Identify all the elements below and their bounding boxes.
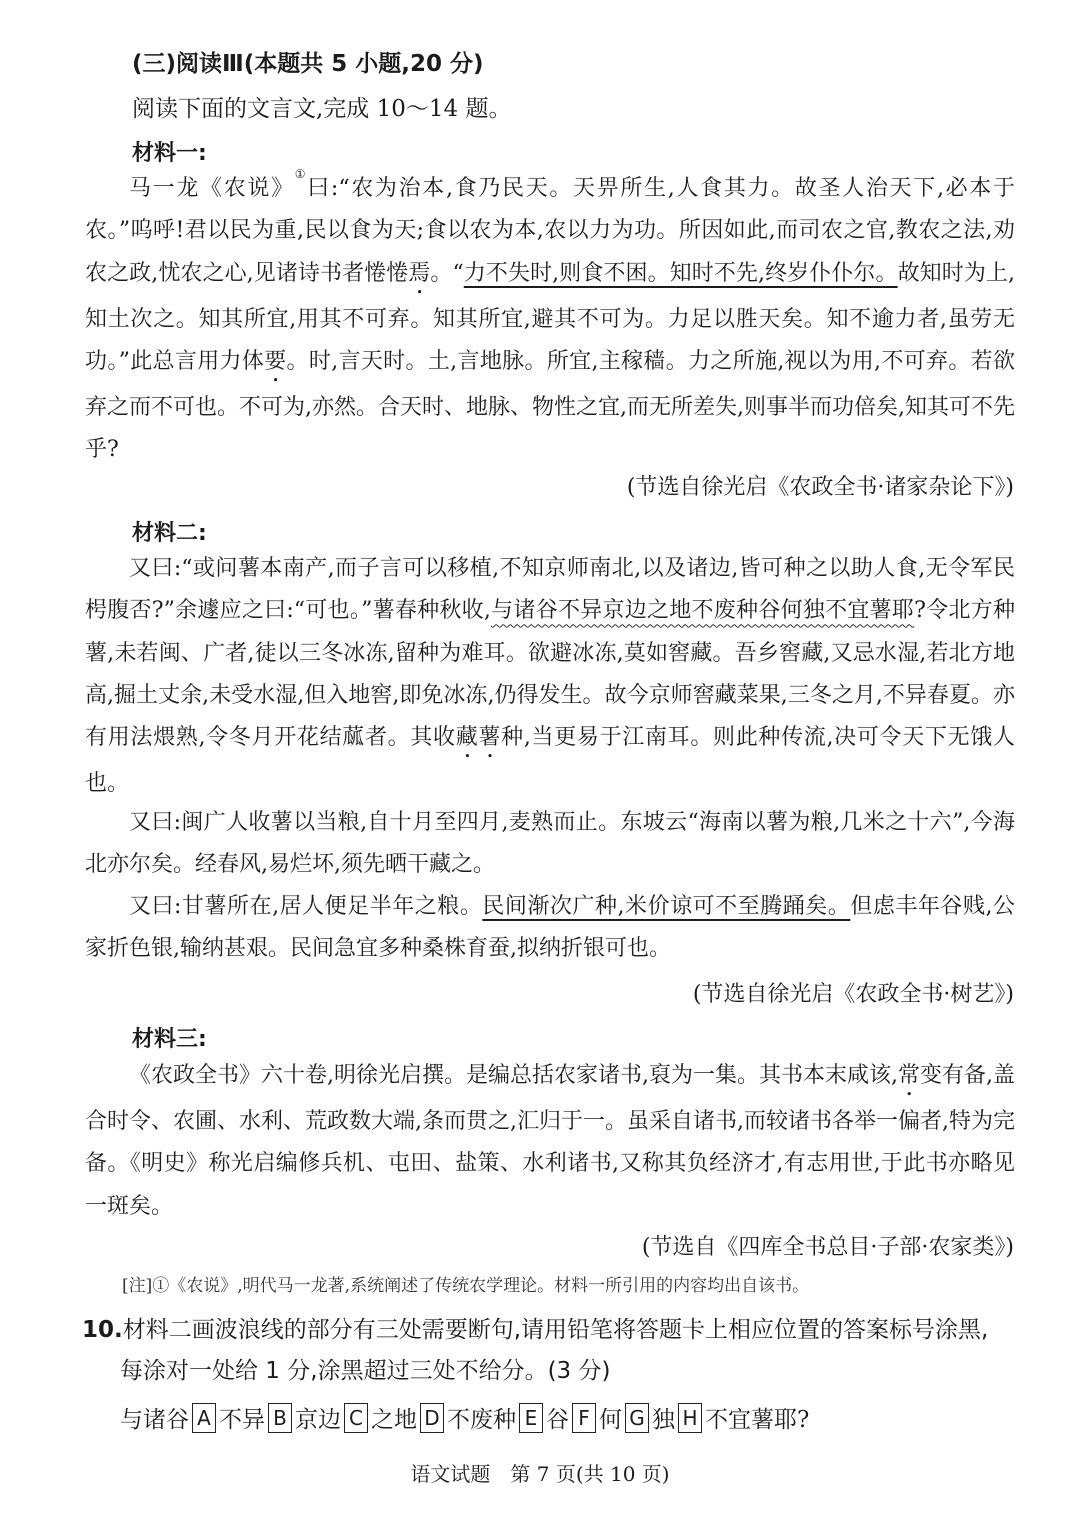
option-box-a[interactable]: A <box>192 1403 216 1433</box>
material-2-title: 材料二: <box>132 521 207 546</box>
option-box-d[interactable]: D <box>420 1403 444 1433</box>
emphasis-dot-yan: 焉 <box>408 260 431 286</box>
material-1-text: 马一龙《农说》①曰:“农为治本,食乃民天。天畀所生,人食其力。故圣人治天下,必本于农。”呜呼!君以民为重,民以食为天;食以农为本,农以力为功。所因如此,而司农之官,教农之法,劝农之政,忧农之心,见诸诗书者惓惓焉。“力不失时,则食不困。知时不先,终岁仆仆尔。故知时为上,知土次之。知其所宜,用其不可弃。知其所宜,避其不可为。力足以胜天矣。知不逾力者,虽劳无功。”此总言用力体要。时,言天时。土,言地脉。所宜,主稼穑。力之所施,视以为用,不可弃。若欲弃之而不可也。不可为,亦然。合天时、地脉、物性之宜,而无所差失,则事半而功倍矣,知其可不先乎? <box>85 167 1016 463</box>
material-1-source: (节选自徐光启《农政全书·诸家杂论下》) <box>626 475 1014 500</box>
option-box-f[interactable]: F <box>572 1403 596 1433</box>
question-10-line-2: 每涂对一处给 1 分,涂黑超过三处不给分。(3 分) <box>120 1358 611 1384</box>
emphasis-dot-chang: 常 <box>897 1063 920 1088</box>
option-box-c[interactable]: C <box>344 1403 368 1433</box>
underlined-sentence-2: 民间渐次广种,米价谅可不至腾踊矣。 <box>482 894 851 919</box>
emphasis-dot-cangshu: 藏薯 <box>455 725 502 751</box>
page-footer: 语文试题 第 7 页(共 10 页) <box>410 1462 670 1486</box>
underlined-sentence-1: 力不失时,则食不困。知时不先,终岁仆仆尔。 <box>463 260 898 286</box>
section-title: (三)阅读Ⅲ(本题共 5 小题,20 分) <box>132 51 484 77</box>
option-box-g[interactable]: G <box>625 1403 649 1433</box>
material-2-para-2: 又曰:闽广人收薯以当粮,自十月至四月,麦熟而止。东坡云“海南以薯为粮,几米之十六”,今海北亦尔矣。经春风,易烂坏,须先晒干藏之。 <box>85 810 1015 878</box>
option-box-h[interactable]: H <box>678 1403 702 1433</box>
wavy-underline-sentence: 与诸谷不异京边之地不废种谷何独不宜薯耶 <box>490 598 915 624</box>
material-2-para-1: 又曰:“或问薯本南产,而子言可以移植,不知京师南北,以及诸边,皆可种之以助人食,无令军民枵腹否?”余遽应之曰:“可也。”薯春种秋收,与诸谷不异京边之地不废种谷何独不宜薯耶?令北方种薯,未若闽、广者,徒以三冬冰冻,留种为难耳。欲避冰冻,莫如窖藏。吾乡窖藏,又忌水湿,若北方地高,掘土丈余,未受水湿,但入地窖,即免冰冻,仍得发生。故今京师窖藏菜果,三冬之月,不异春夏。亦有用法煨熟,令冬月开花结蓏者。其收藏薯种,当更易于江南耳。则此种传流,决可令天下无饿人也。 <box>85 556 1015 797</box>
intro-text: 阅读下面的文言文,完成 10～14 题。 <box>132 96 512 122</box>
option-box-e[interactable]: E <box>519 1403 543 1433</box>
material-2-para-3: 又曰:甘薯所在,居人便足半年之粮。民间渐次广种,米价谅可不至腾踊矣。但虑丰年谷贱,公家折色银,输纳甚艰。民间急宜多种桑株育蚕,拟纳折银可也。 <box>85 894 1015 962</box>
option-box-b[interactable]: B <box>268 1403 292 1433</box>
sentence-break-options: 与诸谷 A 不异 B 京边 C 之地 D 不废种 E 谷 F 何 G 独 H 不宜薯耶? <box>120 1401 809 1434</box>
emphasis-dot-yao: 要 <box>264 348 287 374</box>
material-1-title: 材料一: <box>132 141 207 166</box>
material-3-title: 材料三: <box>132 1027 207 1052</box>
footnote: [注]①《农说》,明代马一龙著,系统阐述了传统农学理论。材料一所引用的内容均出自该书。 <box>122 1276 810 1296</box>
material-2-source: (节选自徐光启《农政全书·树艺》) <box>692 982 1014 1007</box>
material-3-text: 《农政全书》六十卷,明徐光启撰。是编总括农家诸书,裒为一集。其书本末咸该,常变有备,盖合时令、农圃、水利、荒政数大端,条而贯之,汇归于一。虽采自诸书,而较诸书各举一偏者,特为完备。《明史》称光启编修兵机、屯田、盐策、水利诸书,又称其负经济才,有志用世,于此书亦略见一斑矣。 <box>85 1063 1015 1219</box>
question-10: 10.材料二画波浪线的部分有三处需要断句,请用铅笔将答题卡上相应位置的答案标号涂黑, <box>82 1317 989 1343</box>
material-3-source: (节选自《四库全书总目·子部·农家类》) <box>641 1235 1014 1260</box>
question-number: 10. <box>82 1317 123 1343</box>
